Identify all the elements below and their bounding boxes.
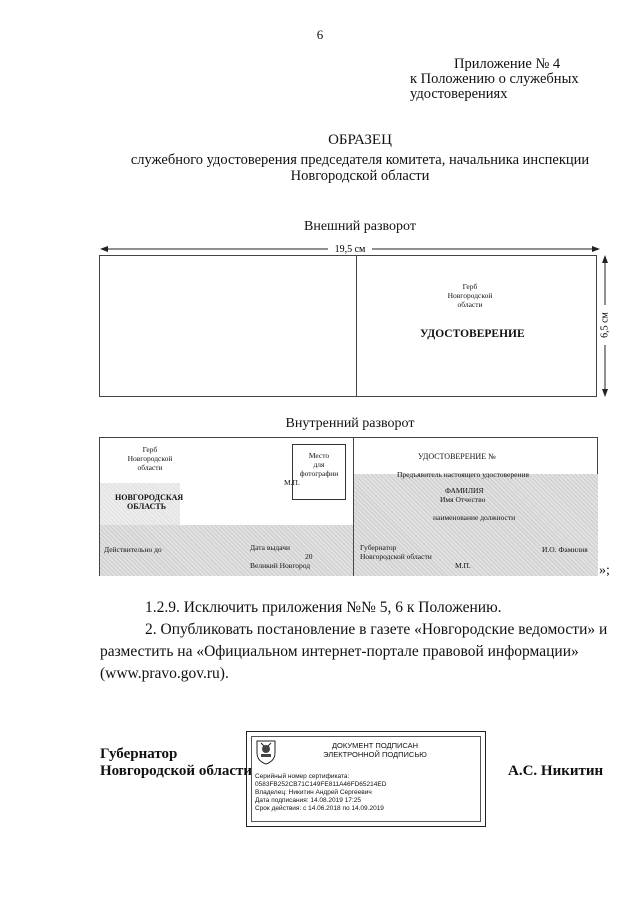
- fold-line: [353, 438, 354, 575]
- signatory-title: Губернатор Новгородской области: [100, 746, 253, 779]
- fold-line: [356, 256, 357, 396]
- page-number: 6: [316, 27, 324, 42]
- stamp-details: Серийный номер сертификата: 0583FB252CB71C149FE811A46FD65214ED Владелец: Никитин Андрей Сергеевич Дата подписания: 14.08.2019 17:25 Срок действия: с 14.06.2018 по 14.09.2019: [255, 773, 387, 812]
- external-spread: [99, 255, 597, 397]
- stamp-place-right: М.П.: [455, 561, 471, 570]
- valid-until: Действительно до: [104, 545, 162, 554]
- external-spread-label: Внешний разворот: [304, 219, 416, 234]
- certificate-title: УДОСТОВЕРЕНИЕ: [420, 328, 525, 340]
- city-name: Великий Новгород: [250, 561, 311, 570]
- electronic-signature-stamp: [246, 731, 486, 827]
- internal-spread-label: Внутренний разворот: [285, 416, 415, 431]
- appendix-line-3: удостоверениях: [410, 86, 508, 102]
- photo-placeholder: Место для фотографии: [292, 444, 346, 500]
- signatory-name: А.С. Никитин: [508, 763, 604, 779]
- issue-year: 20: [305, 552, 313, 561]
- bearer-text: Предъявитель настоящего удостоверения: [397, 470, 529, 479]
- cert-number: УДОСТОВЕРЕНИЕ №: [418, 452, 496, 461]
- paragraph-1: 1.2.9. Исключить приложения №№ 5, 6 к Положению.: [145, 599, 502, 616]
- sample-subtitle: служебного удостоверения председателя комитета, начальника инспекции Новгородской области: [130, 152, 590, 184]
- governor-initials: И.О. Фамилия: [542, 545, 588, 554]
- region-name: НОВГОРОДСКАЯ ОБЛАСТЬ: [115, 493, 184, 511]
- governor-caption: Губернатор Новгородской области: [360, 543, 432, 561]
- position-field: наименование должности: [433, 513, 516, 522]
- appendix-line-1: Приложение № 4: [454, 56, 561, 72]
- width-label: 19,5 см: [334, 244, 366, 255]
- appendix-line-2: к Положению о служебных: [410, 71, 579, 87]
- stamp-header: ДОКУМЕНТ ПОДПИСАН ЭЛЕКТРОННОЙ ПОДПИСЬЮ: [323, 741, 427, 759]
- appendix-header: [410, 57, 579, 102]
- height-dimension-arrow: [597, 255, 617, 397]
- issue-date: Дата выдачи: [250, 543, 291, 552]
- closing-quote: »;: [599, 563, 610, 578]
- paragraph-2: 2. Опубликовать постановление в газете «Новгородские ведомости» и разместить на «Официальном интернет-портале правовой информации» (www.pravo.gov.ru).: [100, 621, 608, 682]
- emblem-caption: Герб Новгородской области: [447, 282, 493, 309]
- width-dimension-arrow: [100, 241, 600, 255]
- coat-of-arms-icon: [255, 739, 277, 765]
- name-field: Имя Отчество: [440, 495, 486, 504]
- stamp-place-left: М.П.: [284, 478, 300, 487]
- sample-title: ОБРАЗЕЦ: [328, 132, 392, 148]
- height-label: 6,5 см: [599, 312, 611, 338]
- emblem-caption-left: Герб Новгородской области: [127, 445, 173, 472]
- surname-field: ФАМИЛИЯ: [445, 486, 484, 495]
- internal-spread: [99, 437, 598, 576]
